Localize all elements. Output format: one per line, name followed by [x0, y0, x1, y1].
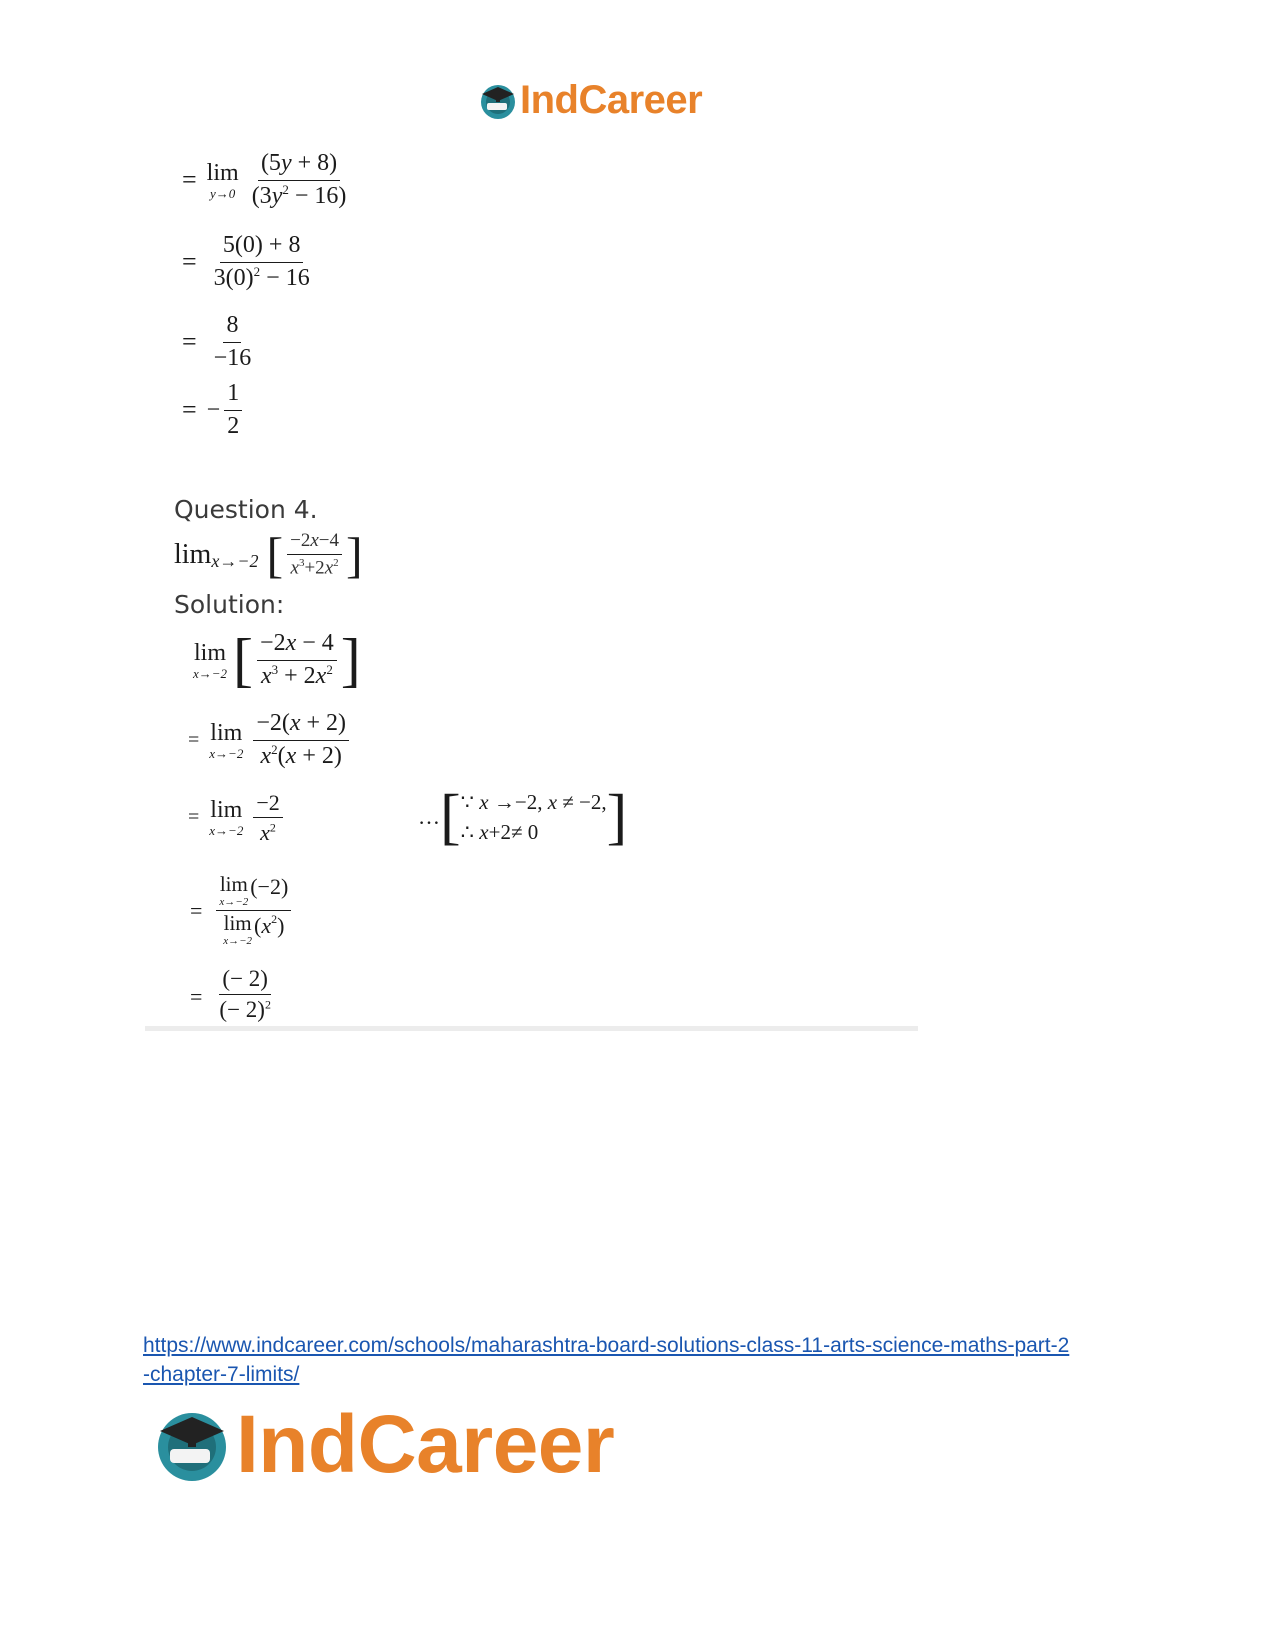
graduation-cap-emblem-icon	[478, 81, 518, 121]
question-expression: lim x→−2 [ $\frac{-2x-4}{x^3+2x^2}$ ]	[174, 527, 363, 583]
solution-step-3-condition: … [ ∵ x →−2, x ≠ −2, ∴ x+2≠ 0 ]	[418, 783, 628, 851]
step-substitute-zero: = $\frac{5(0) + 8}{3(0)^2 - 16}$	[182, 232, 310, 291]
header-logo	[478, 78, 702, 123]
solution-step-1: lim x→−2 [ $\frac{-2x - 4}{x^3 + 2x^2}$ ]	[193, 627, 361, 694]
step-minus-half: = − $\frac{1}{2}$	[182, 380, 246, 440]
solution-step-3: = lim x→−2 $\frac{-2}{x^2}$	[188, 790, 287, 846]
source-url-link[interactable]: https://www.indcareer.com/schools/maharashtra-board-solutions-class-11-arts-science-maths-part-2-chapter-7-limits/	[143, 1334, 1070, 1386]
content-divider	[145, 1026, 918, 1031]
question-label: Question 4.	[174, 495, 318, 524]
graduation-cap-emblem-icon	[152, 1405, 232, 1485]
header-brand-text: IndCareer	[520, 78, 703, 122]
step-limit-y: = lim y→0 $\frac{(5y + 8)}{(3y^2 - 16)}$	[182, 150, 347, 209]
solution-step-4: = lim x→−2 (−2) lim x→−2 ( x $^2$ )	[190, 874, 295, 947]
footer-logo	[152, 1398, 614, 1492]
footer-brand-text: IndCareer	[236, 1399, 615, 1490]
solution-step-2: = lim x→−2 $\frac{-2(x + 2)}{x^2(x + 2)}$	[188, 710, 353, 770]
step-eight-over-minus-sixteen: = $\frac{8}{-16}$	[182, 312, 252, 371]
solution-step-5: = $\frac{(- 2)}{(- 2)^2}$	[190, 966, 271, 1023]
solution-label: Solution:	[174, 590, 285, 619]
